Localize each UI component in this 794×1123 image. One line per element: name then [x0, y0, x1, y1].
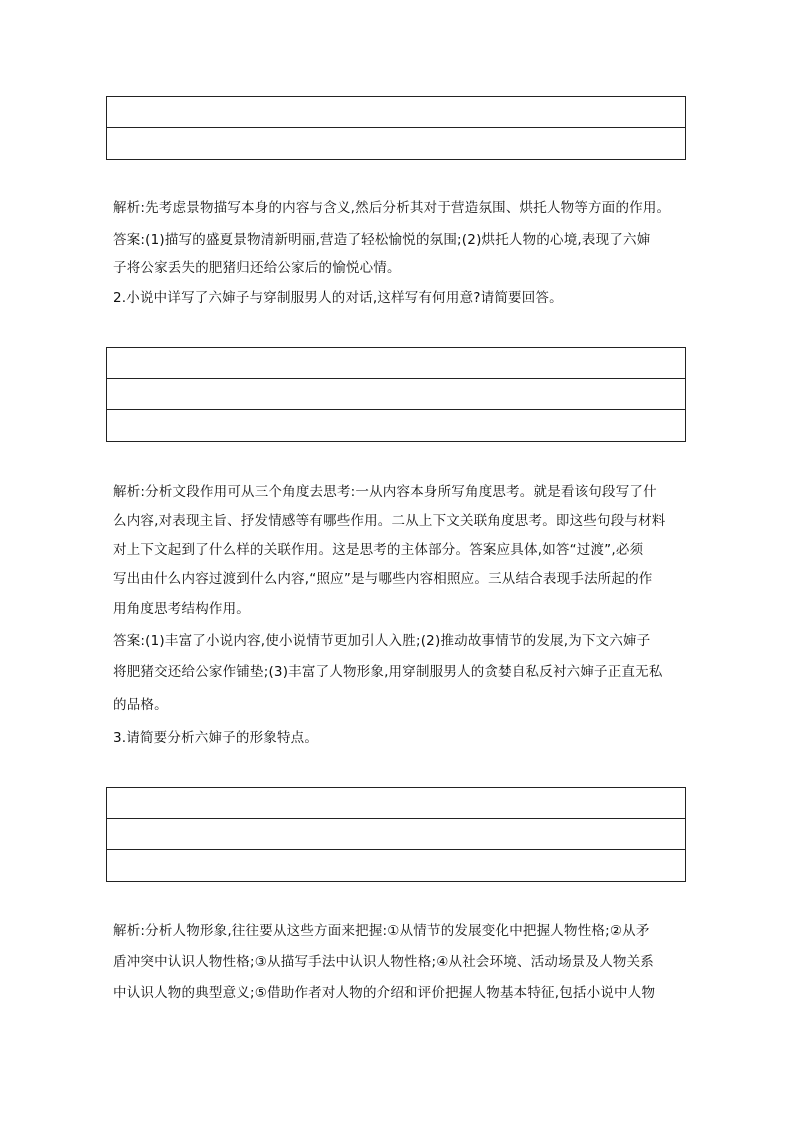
analysis-text: 盾冲突中认识人物性格;③从描写手法中认识人物性格;④从社会环境、活动场景及人物关系 [113, 954, 655, 970]
analysis-text: 用角度思考结构作用。 [113, 601, 250, 617]
answer-text: 子将公家丢失的肥猪归还给公家后的愉悦心情。 [113, 260, 401, 276]
analysis-text: 解析:先考虑景物描写本身的内容与含义,然后分析其对于营造氛围、烘托人物等方面的作用。 [113, 200, 671, 216]
answer-text: 将肥猪交还给公家作铺垫;(3)丰富了人物形象,用穿制服男人的贪婪自私反衬六婶子正直无私 [113, 664, 663, 680]
answer-line[interactable] [107, 128, 685, 159]
answer-box-2[interactable] [106, 347, 686, 442]
answer-line[interactable] [107, 379, 685, 410]
answer-line[interactable] [107, 97, 685, 128]
analysis-text: 么内容,对表现主旨、抒发情感等有哪些作用。二从上下文关联角度思考。即这些句段与材料 [113, 513, 666, 529]
answer-line[interactable] [107, 788, 685, 819]
answer-box-3[interactable] [106, 787, 686, 882]
answer-text: 答案:(1)描写的盛夏景物清新明丽,营造了轻松愉悦的氛围;(2)烘托人物的心境,表现了六婶 [113, 232, 651, 248]
question-text: 3.请简要分析六婶子的形象特点。 [113, 730, 319, 746]
question-text: 2.小说中详写了六婶子与穿制服男人的对话,这样写有何用意?请简要回答。 [113, 290, 563, 306]
answer-line[interactable] [107, 819, 685, 850]
answer-box-1[interactable] [106, 96, 686, 160]
answer-line[interactable] [107, 348, 685, 379]
answer-line[interactable] [107, 850, 685, 881]
analysis-text: 中认识人物的典型意义;⑤借助作者对人物的介绍和评价把握人物基本特征,包括小说中人物 [113, 985, 656, 1001]
answer-text: 答案:(1)丰富了小说内容,使小说情节更加引人入胜;(2)推动故事情节的发展,为下文六婶子 [113, 633, 651, 649]
analysis-text: 写出由什么内容过渡到什么内容,“照应”是与哪些内容相照应。三从结合表现手法所起的作 [113, 571, 653, 587]
answer-line[interactable] [107, 410, 685, 441]
analysis-text: 解析:分析文段作用可从三个角度去思考:一从内容本身所写角度思考。就是看该句段写了什 [113, 484, 657, 500]
analysis-text: 对上下文起到了什么样的关联作用。这是思考的主体部分。答案应具体,如答“过渡”,必须 [113, 542, 644, 558]
analysis-text: 解析:分析人物形象,往往要从这些方面来把握:①从情节的发展变化中把握人物性格;②从矛 [113, 923, 650, 939]
answer-text: 的品格。 [113, 697, 168, 713]
